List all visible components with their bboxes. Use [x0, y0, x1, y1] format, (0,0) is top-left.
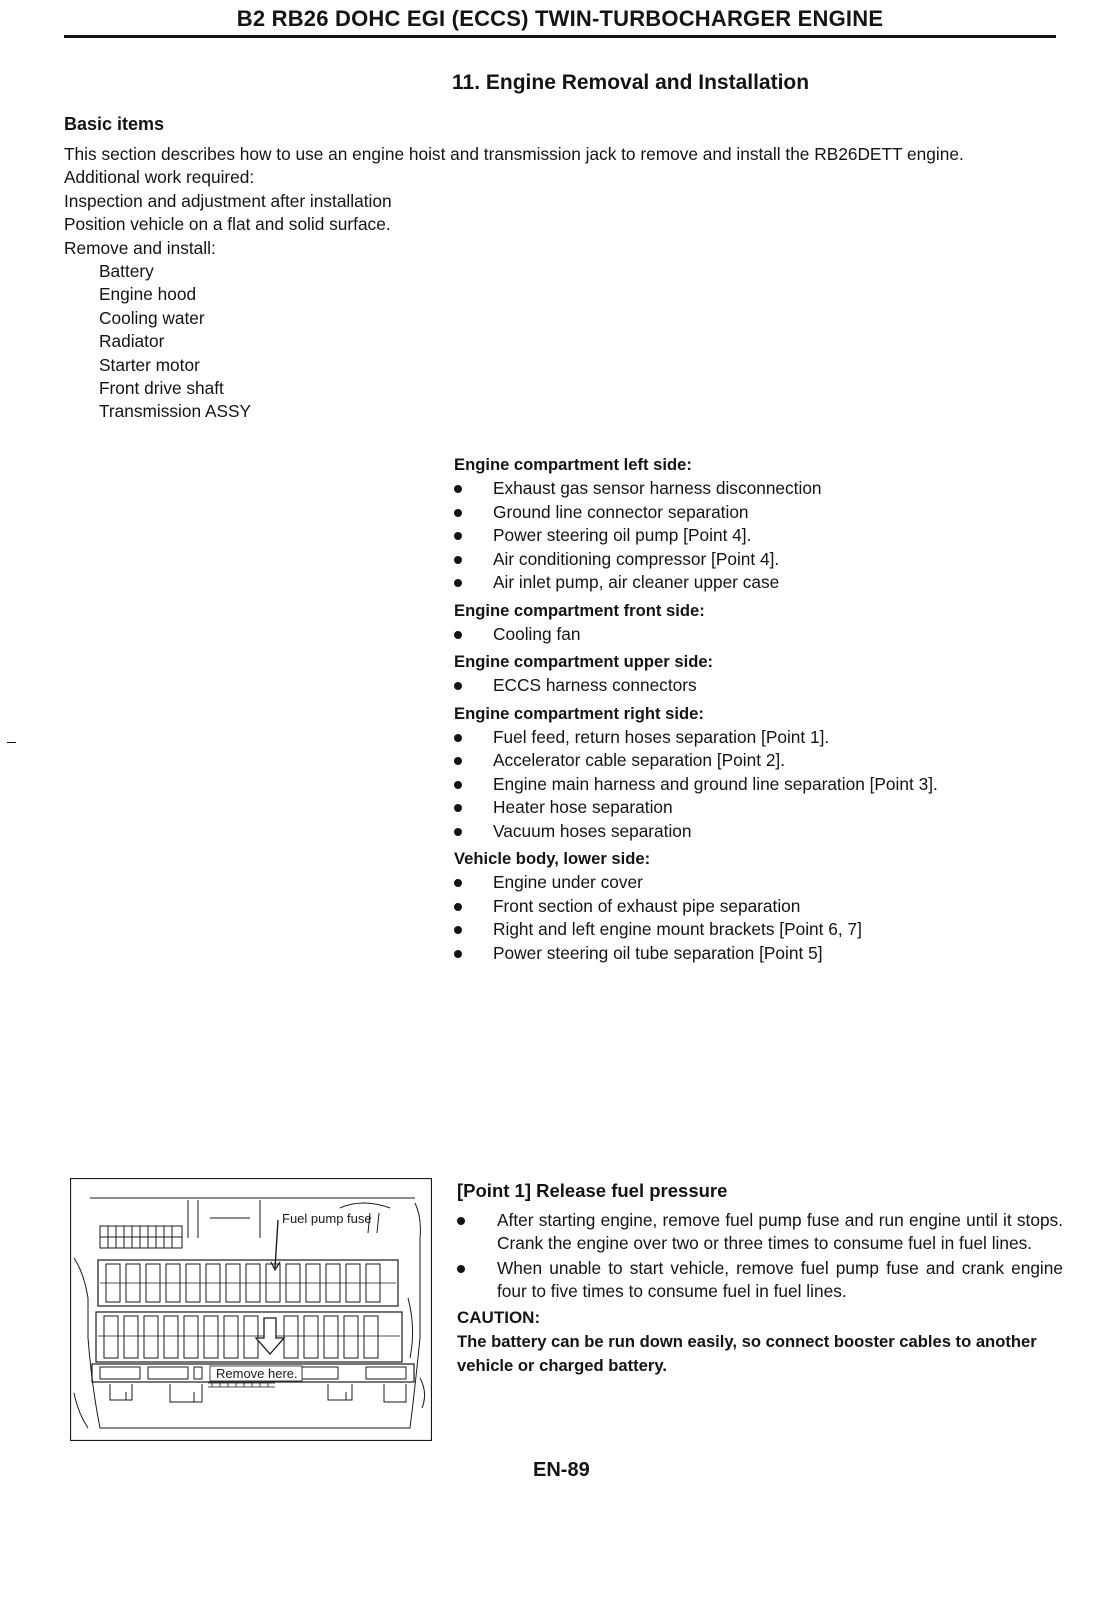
- remove-item: Engine hood: [99, 284, 197, 305]
- list-item: Cooling fan: [454, 623, 1058, 647]
- group-heading-left: Engine compartment left side:: [454, 455, 692, 474]
- list-item: When unable to start vehicle, remove fuel pump fuse and crank engine four to five times to consume fuel in fuel lines.: [457, 1257, 1063, 1304]
- remove-item: Radiator: [99, 331, 165, 352]
- group-heading-front: Engine compartment front side:: [454, 600, 705, 620]
- removal-groups: [454, 452, 1058, 968]
- list-item: Power steering oil tube separation [Point 5]: [454, 942, 1058, 966]
- list-item: Exhaust gas sensor harness disconnection: [454, 477, 1058, 501]
- group-heading-lower: Vehicle body, lower side:: [454, 849, 651, 868]
- point1-section: [457, 1178, 1063, 1378]
- group-heading-right: Engine compartment right side:: [454, 703, 704, 723]
- fuel-pump-fuse-label: Fuel pump fuse: [282, 1211, 372, 1226]
- section-title: 11. Engine Removal and Installation: [452, 71, 810, 94]
- list-item: ECCS harness connectors: [454, 674, 1058, 698]
- remove-install-label: Remove and install:: [64, 237, 216, 258]
- list-item: After starting engine, remove fuel pump fuse and run engine until it stops. Crank the engine over two or three times to consume fuel in fuel lines.: [457, 1209, 1063, 1256]
- remove-item: Cooling water: [99, 307, 205, 328]
- group-list-right: [454, 726, 1058, 844]
- header-title: B2 RB26 DOHC EGI (ECCS) TWIN-TURBOCHARGER ENGINE: [236, 6, 884, 31]
- list-item: Power steering oil pump [Point 4].: [454, 524, 1058, 548]
- additional-work-label: Additional work required:: [64, 167, 255, 188]
- list-item: Engine main harness and ground line separation [Point 3].: [454, 773, 1058, 797]
- list-item: Vacuum hoses separation: [454, 820, 1058, 844]
- group-list-lower: [454, 871, 1058, 965]
- caution-label: CAUTION:: [457, 1308, 541, 1328]
- remove-item: Transmission ASSY: [99, 401, 252, 422]
- page-number: EN-89: [533, 1459, 590, 1481]
- list-item: Right and left engine mount brackets [Point 6, 7]: [454, 918, 1058, 942]
- group-list-front: [454, 623, 1058, 647]
- list-item: Ground line connector separation: [454, 501, 1058, 525]
- point1-list: [457, 1209, 1063, 1303]
- caution-text: The battery can be run down easily, so connect booster cables to another vehicle or charged battery.: [457, 1332, 1037, 1376]
- header-rule: [64, 35, 1056, 38]
- position-line: Position vehicle on a flat and solid surface.: [64, 214, 391, 235]
- list-item: Fuel feed, return hoses separation [Point 1].: [454, 726, 1058, 750]
- group-heading-upper: Engine compartment upper side:: [454, 652, 714, 671]
- group-list-upper: [454, 674, 1058, 698]
- list-item: Front section of exhaust pipe separation: [454, 895, 1058, 919]
- group-list-left: [454, 477, 1058, 595]
- basic-items-heading: Basic items: [64, 114, 165, 134]
- fuse-box-figure: [70, 1178, 432, 1441]
- point1-title: [Point 1] Release fuel pressure: [457, 1180, 728, 1201]
- intro-block: [64, 143, 1056, 424]
- inspection-line: Inspection and adjustment after installation: [64, 190, 392, 211]
- list-item: Air conditioning compressor [Point 4].: [454, 548, 1058, 572]
- remove-here-label: Remove here.: [216, 1366, 298, 1381]
- remove-item: Starter motor: [99, 354, 200, 375]
- remove-item: Front drive shaft: [99, 378, 224, 399]
- margin-mark: [7, 742, 16, 743]
- list-item: Accelerator cable separation [Point 2].: [454, 749, 1058, 773]
- list-item: Engine under cover: [454, 871, 1058, 895]
- list-item: Heater hose separation: [454, 796, 1058, 820]
- fuse-box-illustration: [70, 1178, 432, 1441]
- intro-paragraph: This section describes how to use an engine hoist and transmission jack to remove and install the RB26DETT engine.: [64, 144, 964, 164]
- remove-item: Battery: [99, 261, 154, 282]
- list-item: Air inlet pump, air cleaner upper case: [454, 571, 1058, 595]
